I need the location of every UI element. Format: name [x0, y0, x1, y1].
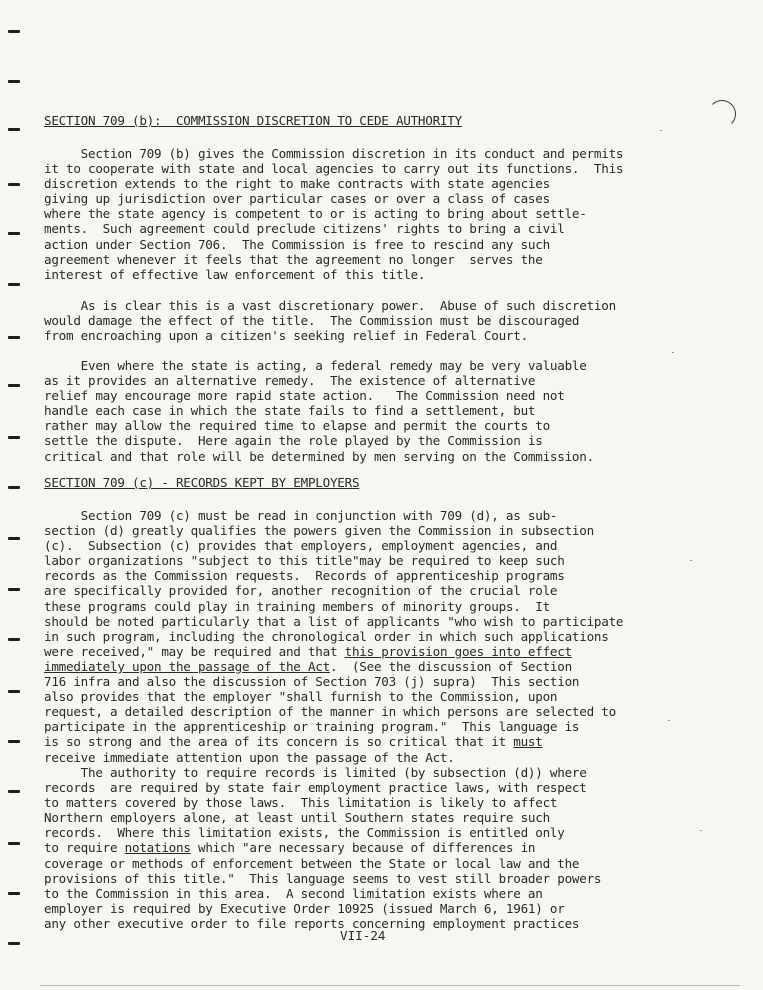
paragraph: Section 709 (b) gives the Commission discretion in its conduct and permits it to cooperate with state and local agencies to carry out its functions. This discretion extends to the right to make contracts with state agencies giving up jurisdiction over particular cases or over a class of cases where the state agency is competent to or is acting to bring about settle- ments. Such agreement could preclude citizens' rights to bring a civil action under Section 706. The Commission is free to rescind any such agreement whenever it feels that the agreement no longer serves the interest of effective law enforcement of this title.	[44, 146, 624, 282]
binding-mark	[8, 384, 20, 387]
scan-artifact	[708, 100, 736, 128]
page-number: VII-24	[340, 928, 386, 943]
binding-mark	[8, 128, 20, 131]
paragraph: The authority to require records is limited (by subsection (d)) where records are required by state fair employment practice laws, with respect to matters covered by those laws. This limitation is likely to affect Northern employers alone, at least until Southern states require such records. Where this limitation exists, the Commission is entitled only to require notations which "are necessary because of differences in coverage or methods of enforcement between the State or local law and the provisions of this title." This language seems to vest still broader powers to the Commission in this area. A second limitation exists where an employer is required by Executive Order 10925 (issued March 6, 1961) or any other executive order to file reports concerning employment practices	[44, 765, 602, 931]
binding-mark	[8, 892, 20, 895]
binding-mark	[8, 183, 20, 186]
binding-mark	[8, 842, 20, 845]
section-heading: SECTION 709 (c) - RECORDS KEPT BY EMPLOYERS	[44, 475, 360, 490]
bottom-edge	[40, 985, 740, 986]
binding-mark	[8, 537, 20, 540]
binding-mark	[8, 232, 20, 235]
underlined-text: notations	[124, 840, 191, 856]
binding-mark	[8, 80, 20, 83]
underlined-text: immediately upon the passage of the Act	[44, 658, 330, 674]
binding-mark	[8, 942, 20, 945]
underlined-text: must	[513, 734, 543, 750]
binding-mark	[8, 336, 20, 339]
paragraph: Section 709 (c) must be read in conjunction with 709 (d), as sub- section (d) greatly qualifies the powers given the Commission in subsection (c). Subsection (c) provides that employers, employment agencies, and labor organizations "subject to this title"may be required to keep such records as the Commission requests. Records of apprenticeship programs are specifically provided for, another recognition of the crucial role these programs could play in training members of minority groups. It should be noted particularly that a list of applicants "who wish to participate in such program, including the chronological order in which such applications were received," may be required and that this provision goes into effect immediately upon the passage of the Act. (See the discussion of Section 716 infra and also the discussion of Section 703 (j) supra) This section also provides that the employer "shall furnish to the Commission, upon request, a detailed description of the manner in which persons are selected to participate in the apprenticeship or training program." This language is is so strong and the area of its concern is so critical that it must receive immediate attention upon the passage of the Act.	[44, 508, 624, 765]
paragraph: As is clear this is a vast discretionary power. Abuse of such discretion would damage the effect of the title. The Commission must be discouraged from encroaching upon a citizen's seeking relief in Federal Court.	[44, 298, 616, 344]
binding-mark	[8, 283, 20, 286]
binding-mark	[8, 588, 20, 591]
binding-mark	[8, 436, 20, 439]
binding-mark	[8, 690, 20, 693]
paragraph: Even where the state is acting, a federal remedy may be very valuable as it provides an alternative remedy. The existence of alternative relief may encourage more rapid state action. The Commission need not handle each case in which the state fails to find a settlement, but rather may allow the required time to elapse and permit the courts to settle the dispute. Here again the role played by the Commission is critical and that role will be determined by men serving on the Commission.	[44, 358, 594, 464]
underlined-text: this provision goes into effect	[344, 643, 572, 659]
binding-mark	[8, 790, 20, 793]
binding-mark	[8, 486, 20, 489]
binding-mark	[8, 638, 20, 641]
section-heading: SECTION 709 (b): COMMISSION DISCRETION TO CEDE AUTHORITY	[44, 113, 462, 128]
binding-mark	[8, 740, 20, 743]
binding-mark	[8, 30, 20, 33]
